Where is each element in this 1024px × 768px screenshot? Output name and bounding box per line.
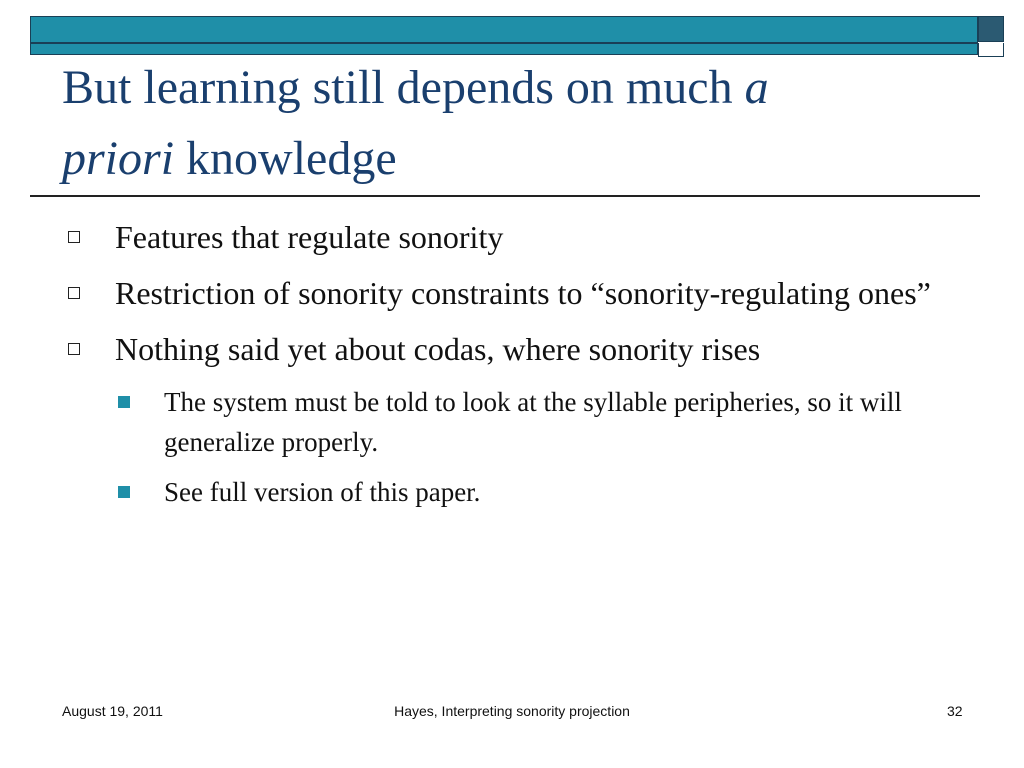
footer-title: Hayes, Interpreting sonority projection [394,703,630,719]
title-italic-1: a [744,61,769,114]
bullet-text: Restriction of sonority constraints to “sonority-regulating ones” [115,275,931,311]
bullet-text: Nothing said yet about codas, where sonority rises [115,331,761,367]
slide-number: 32 [947,703,963,719]
sub-bullet-text: The system must be told to look at the syllable peripheries, so it will generalize properly. [164,387,902,457]
hollow-square-bullet-icon [68,287,80,299]
bullet-list [62,214,962,522]
hollow-square-bullet-icon [68,343,80,355]
title-italic-2: priori [62,132,175,185]
corner-square-lower [978,43,1004,57]
filled-square-bullet-icon [118,396,130,408]
header-stripe [31,42,977,44]
sub-bullet-item [62,472,962,512]
bullet-text: Features that regulate sonority [115,219,504,255]
hollow-square-bullet-icon [68,231,80,243]
bullet-item [62,214,962,260]
slide-title [62,52,962,194]
filled-square-bullet-icon [118,486,130,498]
title-text-2: knowledge [174,132,397,185]
title-text-1: But learning still depends on much [62,61,745,114]
bullet-item [62,326,962,372]
footer-date: August 19, 2011 [62,703,163,719]
corner-square [978,16,1004,42]
sub-bullet-item [62,382,962,462]
title-divider [30,195,980,197]
header-bar [30,16,978,55]
bullet-item [62,270,962,316]
sub-bullet-text: See full version of this paper. [164,477,481,507]
